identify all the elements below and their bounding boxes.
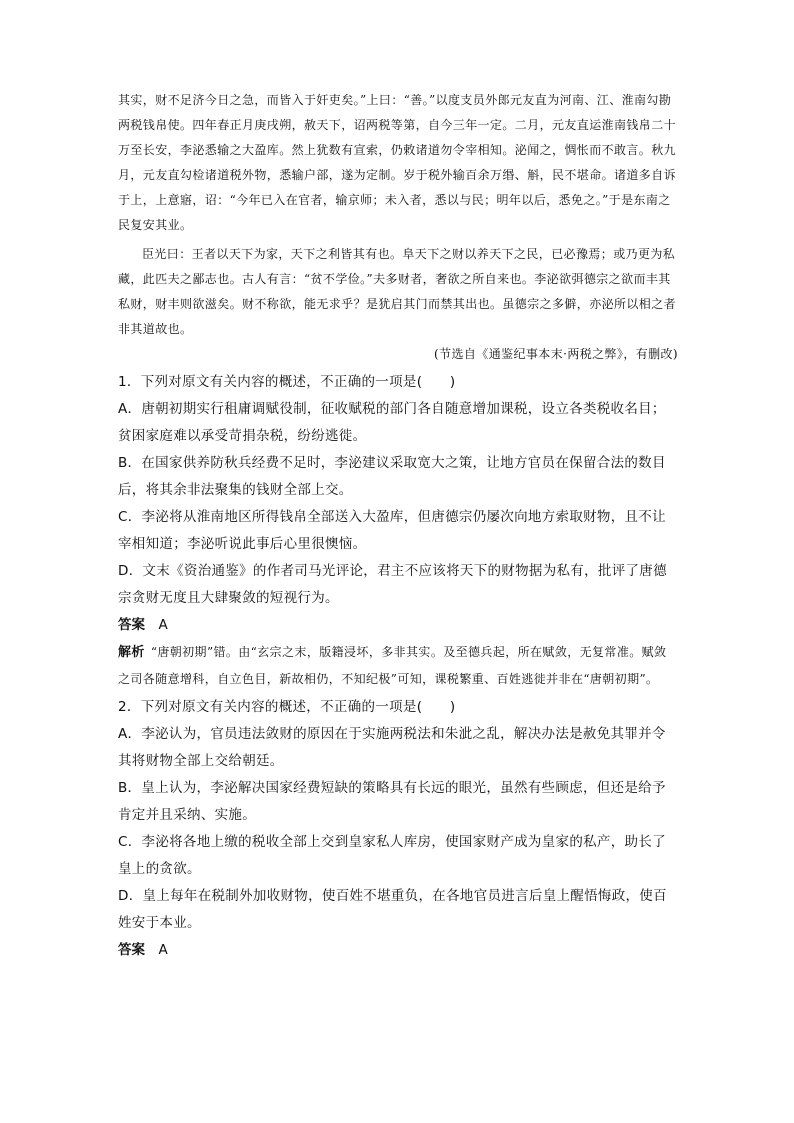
passage-paragraph-2: 臣光曰：王者以天下为家，天下之利皆其有也。阜天下之财以养天下之民，已必豫焉；或乃更为私藏，此匹夫之鄙志也。古人有言：“贫不学俭。”夫多财者，奢欲之所自来也。李泌欲弭德宗之欲而丰其私财，财丰则欲滋矣。财不称欲，能无求乎？是犹启其门而禁其出也。虽德宗之多僻，亦泌所以相之者非其道故也。 [118,247,677,336]
explain-text: “唐朝初期”错。由“玄宗之末，版籍浸坏，多非其实。及至德兵起，所在赋敛，无复常准。赋敛之司各随意增科，自立色目，新故相仍，不知纪极”可知，课税繁重、百姓逃徙并非在“唐朝初期”。 [118,645,667,686]
question-1-option-a: A．唐朝初期实行租庸调赋役制，征收赋税的部门各自随意增加课税，设立各类税收名目；贫困家庭难以承受苛捐杂税，纷纷逃徙。 [118,401,666,444]
question-1-option-b: B．在国家供养防秋兵经费不足时，李泌建议采取宽大之策，让地方官员在保留合法的数目后，将其余非法聚集的钱财全部上交。 [118,455,666,498]
question-1-answer [118,612,678,639]
answer-label: 答案 [118,942,145,958]
question-2-answer [118,937,678,964]
passage-paragraph-1: 其实，财不足济今日之急，而皆入于奸吏矣。”上曰：“善。”以度支员外郎元友直为河南、江、淮南勾勘两税钱帛使。四年春正月庚戌朔，赦天下，诏两税等第，自今三年一定。二月，元友直运淮南钱帛二十万至长安，李泌悉输之大盈库。然上犹数有宣索，仍敕诸道勿令宰相知。泌闻之，惆怅而不敢言。秋九月，元友直勾检诸道税外物，悉输户部，遂为定制。岁于税外输百余万缗、斛，民不堪命。诸道多自诉于上，上意寤，诏：“今年已入在官者，输京师；未入者，悉以与民；明年以后，悉免之。”于是东南之民复安其业。 [118,93,677,232]
question-1-option-d: D．文末《资治通鉴》的作者司马光评论，君主不应该将天下的财物据为私有，批评了唐德宗贪财无度且大肆聚敛的短视行为。 [118,563,667,606]
question-2-option-a: A．李泌认为，官员违法敛财的原因在于实施两税法和朱泚之乱，解决办法是赦免其罪并令其将财物全部上交给朝廷。 [118,726,666,769]
question-1-option-c: C．李泌将从淮南地区所得钱帛全部送入大盈库，但唐德宗仍屡次向地方索取财物，且不让宰相知道；李泌听说此事后心里很懊恼。 [118,509,666,552]
question-1-explanation [118,639,678,692]
question-2-option-b: B．皇上认为，李泌解决国家经费短缺的策略具有长远的眼光，虽然有些顾虑，但还是给予肯定并且采纳、实施。 [118,780,666,823]
question-1-title: 1．下列对原文有关内容的概述，不正确的一项是( ) [118,374,456,390]
question-2-option-c: C．李泌将各地上缴的税收全部上交到皇家私人库房，使国家财产成为皇家的私产，助长了皇上的贪欲。 [118,834,666,877]
passage-source: (节选自《通鉴纪事本末·两税之弊》，有删改) [434,347,678,361]
answer-value: A [158,617,168,633]
question-2-title: 2．下列对原文有关内容的概述，不正确的一项是( ) [118,699,456,715]
explain-label: 解析 [118,645,145,660]
document-page [118,88,678,964]
answer-value: A [158,942,168,958]
answer-label: 答案 [118,617,145,633]
question-2-option-d: D．皇上每年在税制外加收财物，使百姓不堪重负，在各地官员进言后皇上醒悟悔政，使百姓安于本业。 [118,888,667,931]
